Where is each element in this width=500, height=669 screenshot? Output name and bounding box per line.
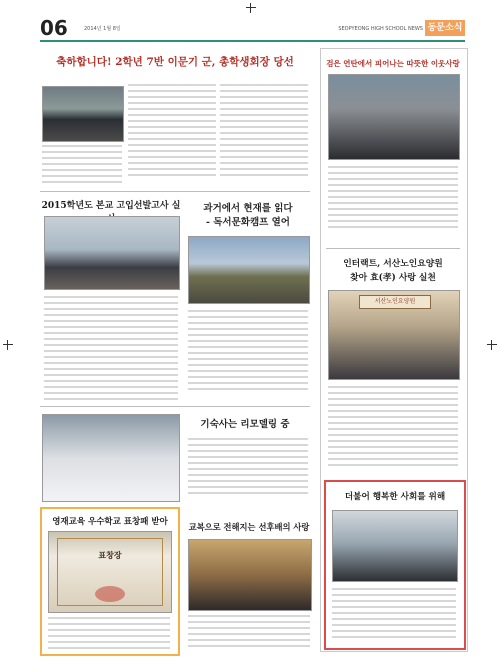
photo-social — [332, 510, 458, 582]
article-award — [40, 507, 180, 656]
article-reading-camp — [186, 196, 310, 401]
article-dormitory — [40, 410, 310, 502]
article-body — [48, 615, 170, 651]
article-title-line1: 과거에서 현재를 읽다 — [203, 203, 293, 214]
article-body — [328, 384, 458, 468]
article-title: 축하합니다! 2학년 7반 이문기 군, 총학생회장 당선 — [56, 56, 294, 68]
divider — [326, 248, 460, 249]
registration-mark-top — [246, 3, 256, 13]
issue-date: 2014년 1월 8일 — [84, 26, 121, 32]
photo-uniform — [188, 539, 312, 611]
article-title: 교복으로 전해지는 선후배의 사랑 — [188, 522, 310, 532]
article-title: 더불어 행복한 사회를 위해 — [344, 492, 446, 502]
article-title: 검은 연탄에서 피어나는 따뜻한 이웃사랑 — [326, 59, 460, 68]
article-title: 영재교육 우수학교 표창패 받아 — [52, 517, 168, 527]
article-title-line2: - 독서문화캠프 열어 — [206, 217, 290, 228]
article-body — [128, 82, 216, 178]
article-body — [188, 436, 308, 496]
divider — [40, 191, 310, 192]
article-body — [328, 164, 458, 230]
photo-nursing-home — [328, 290, 460, 380]
photo-exam — [44, 216, 180, 290]
page-header — [40, 18, 465, 42]
certificate-heading: 표창장 — [98, 550, 122, 560]
article-briquette — [322, 52, 464, 242]
photo-certificate — [48, 531, 172, 613]
registration-mark-right — [487, 340, 497, 350]
article-title-line2: 찾아 효(孝) 사랑 실천 — [350, 273, 436, 283]
article-body — [42, 143, 122, 185]
article-body — [188, 308, 308, 392]
photo-president — [42, 86, 124, 142]
article-president — [40, 48, 310, 188]
photo-dormitory — [42, 414, 180, 502]
article-body — [332, 586, 456, 640]
article-title: 2015학년도 본교 고입선발고사 실 — [41, 201, 181, 211]
article-social — [324, 480, 466, 650]
section-tab: 동문소식 — [425, 20, 465, 36]
article-title: 기숙사는 리모델링 중 — [200, 419, 290, 430]
registration-mark-left — [3, 340, 13, 350]
article-uniform — [186, 507, 312, 652]
seal-mark — [95, 586, 125, 602]
article-nursing-home — [322, 254, 464, 474]
article-body — [188, 613, 310, 649]
photo-reading-camp — [188, 236, 310, 304]
divider — [40, 406, 310, 407]
article-body — [44, 294, 178, 402]
article-title-line1: 인터랙트, 서산노인요양원 — [343, 259, 443, 269]
publication-name: SEOPYEONG HIGH SCHOOL NEWS — [338, 26, 423, 32]
article-body — [220, 82, 308, 178]
nursing-home-sign: 서산노인요양원 — [359, 295, 431, 309]
photo-briquette — [328, 74, 460, 160]
article-exam — [40, 196, 182, 401]
page-number: 06 — [40, 16, 68, 40]
